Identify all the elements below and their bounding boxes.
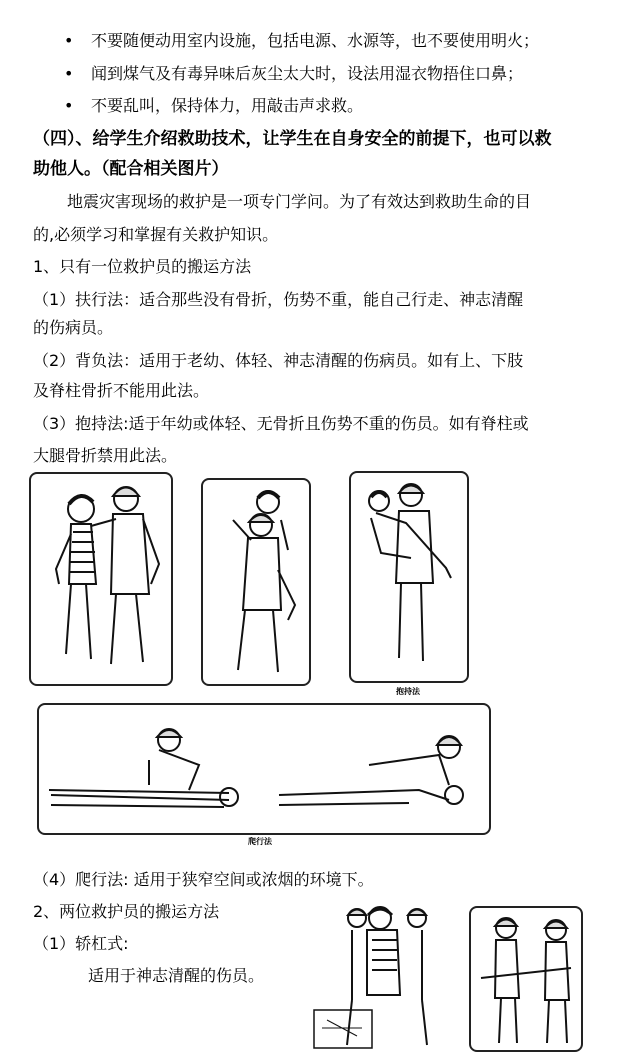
illustration-two-person-carry xyxy=(469,906,583,1052)
item4: （4）爬行法: 适用于狭窄空间或浓烟的环境下。 xyxy=(33,870,374,889)
caption-hold-carry: 抱持法 xyxy=(396,687,420,696)
item2-line1: （2）背负法：适用于老幼、体轻、神志清醒的伤病员。如有上、下肢 xyxy=(33,351,524,370)
two-item1: （1）轿杠式: xyxy=(33,934,129,953)
bullet-text: 闻到煤气及有毒异味后灰尘太大时，设法用湿衣物捂住口鼻； xyxy=(91,64,524,83)
item3-line2: 大腿骨折禁用此法。 xyxy=(33,446,178,465)
section-heading-line1: （四）、给学生介绍救助技术，让学生在自身安全的前提下，也可以救 xyxy=(33,129,552,149)
section-heading-line2: 助他人。（配合相关图片） xyxy=(33,159,229,179)
intro-line1: 地震灾害现场的救护是一项专门学问。为了有效达到救助生命的目 xyxy=(67,192,532,211)
two-item1-desc: 适用于神志清醒的伤员。 xyxy=(88,966,265,985)
item1-line2: 的伤病员。 xyxy=(33,318,114,337)
intro-line2: 的,必须学习和掌握有关救护知识。 xyxy=(33,225,279,244)
bullet-text: 不要乱叫，保持体力，用敲击声求救。 xyxy=(91,96,364,115)
illustration-seat-carry xyxy=(312,900,442,1050)
bullet-text: 不要随便动用室内设施，包括电源、水源等，也不要使用明火； xyxy=(91,31,540,50)
illustration-piggyback xyxy=(201,478,311,686)
one-rescuer-title: 1、只有一位救护员的搬运方法 xyxy=(33,257,252,276)
illustration-crawl xyxy=(37,703,491,835)
caption-crawl: 爬行法 xyxy=(248,837,272,846)
illustration-support-walk xyxy=(29,472,173,686)
bullet-item: • 不要随便动用室内设施，包括电源、水源等，也不要使用明火； xyxy=(64,31,540,50)
illustration-hold-carry xyxy=(349,471,469,683)
item1-line1: （1）扶行法：适合那些没有骨折，伤势不重，能自己行走、神志清醒 xyxy=(33,290,524,309)
bullet-item: • 不要乱叫，保持体力，用敲击声求救。 xyxy=(64,96,364,115)
item3-line1: （3）抱持法:适于年幼或体轻、无骨折且伤势不重的伤员。如有脊柱或 xyxy=(33,414,529,433)
two-rescuers-title: 2、两位救护员的搬运方法 xyxy=(33,902,220,921)
item2-line2: 及脊柱骨折不能用此法。 xyxy=(33,381,210,400)
bullet-item: • 闻到煤气及有毒异味后灰尘太大时，设法用湿衣物捂住口鼻； xyxy=(64,64,524,83)
